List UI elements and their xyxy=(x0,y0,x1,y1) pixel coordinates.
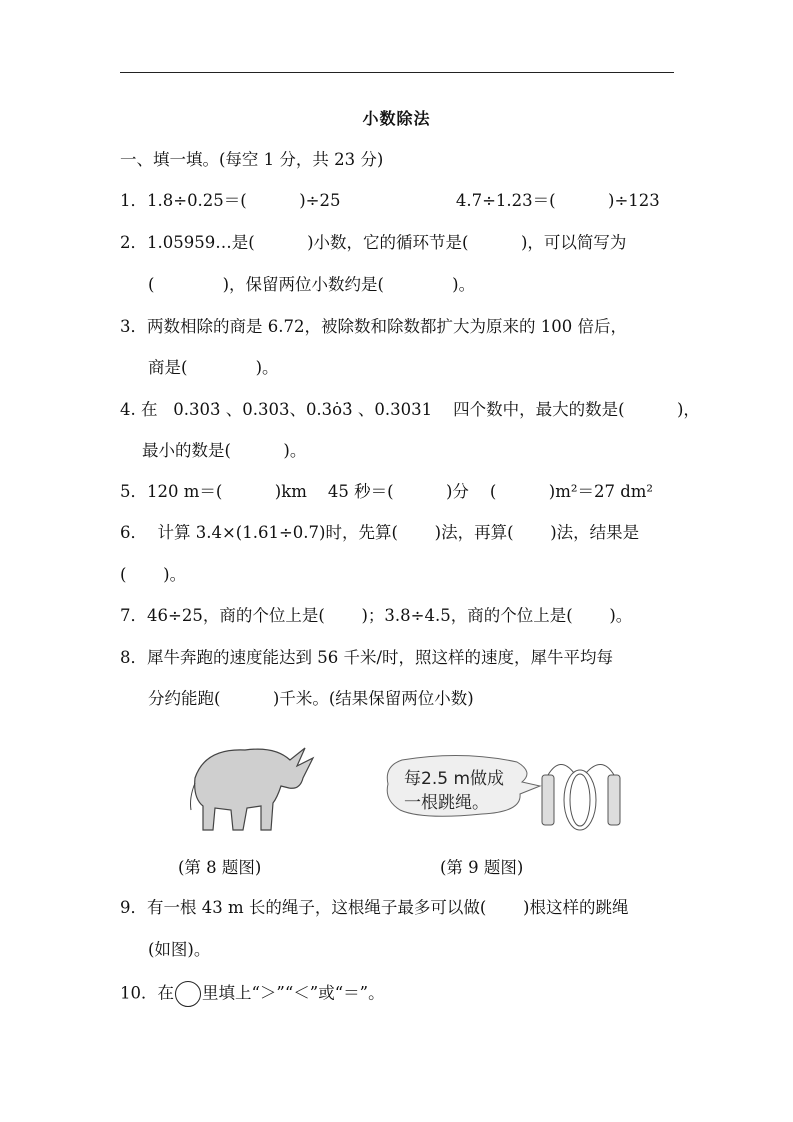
question-2-cont: ( )，保留两位小数约是( )。 xyxy=(148,275,476,294)
question-3-cont: 商是( )。 xyxy=(148,358,279,377)
question-6: 6． 计算 3.4×(1.61÷0.7)时，先算( )法，再算( )法，结果是 xyxy=(120,523,640,542)
question-8-cont: 分约能跑( )千米。(结果保留两位小数) xyxy=(148,689,474,708)
question-1: 1．1.8÷0.25＝( )÷25 4.7÷1.23＝( )÷123 xyxy=(120,191,660,210)
bubble-line-1: 每2.5 m做成 xyxy=(404,769,504,789)
header-rule xyxy=(120,72,674,73)
question-9: 9．有一根 43 m 长的绳子，这根绳子最多可以做( )根这样的跳绳 xyxy=(120,898,629,917)
page-title: 小数除法 xyxy=(362,109,431,128)
rhinoceros-image xyxy=(185,738,315,833)
bubble-line-2: 一根跳绳。 xyxy=(404,793,489,813)
question-4: 4. 在 0.303̇ 、0.303、0.3ȯ3̇ 、0.3031 四个数中，最大的数是( )， xyxy=(120,400,700,419)
question-5: 5．120 m＝( )km 45 秒＝( )分 ( )m²＝27 dm² xyxy=(120,482,654,501)
circle-blank-icon xyxy=(175,981,201,1007)
speech-bubble xyxy=(382,752,542,822)
question-10-suffix: 里填上“＞”“＜”或“＝”。 xyxy=(202,983,385,1003)
question-4-cont: 最小的数是( )。 xyxy=(142,441,307,460)
question-9-cont: (如图)。 xyxy=(148,940,211,959)
question-8: 8．犀牛奔跑的速度能达到 56 千米/时，照这样的速度，犀牛平均每 xyxy=(120,648,614,667)
question-6-cont: ( )。 xyxy=(120,565,187,584)
section-heading: 一、填一填。(每空 1 分，共 23 分) xyxy=(120,150,384,169)
question-7: 7．46÷25，商的个位上是( )；3.8÷4.5，商的个位上是( )。 xyxy=(120,606,633,625)
jump-rope-image xyxy=(540,755,630,835)
caption-figure-9: (第 9 题图) xyxy=(440,858,524,877)
question-3: 3．两数相除的商是 6.72，被除数和除数都扩大为原来的 100 倍后， xyxy=(120,317,627,336)
question-2: 2．1.05959…是( )小数，它的循环节是( )，可以简写为 xyxy=(120,233,627,252)
caption-figure-8: (第 8 题图) xyxy=(178,858,262,877)
question-10-prefix: 10．在 xyxy=(120,983,174,1003)
question-10 xyxy=(120,981,385,1007)
